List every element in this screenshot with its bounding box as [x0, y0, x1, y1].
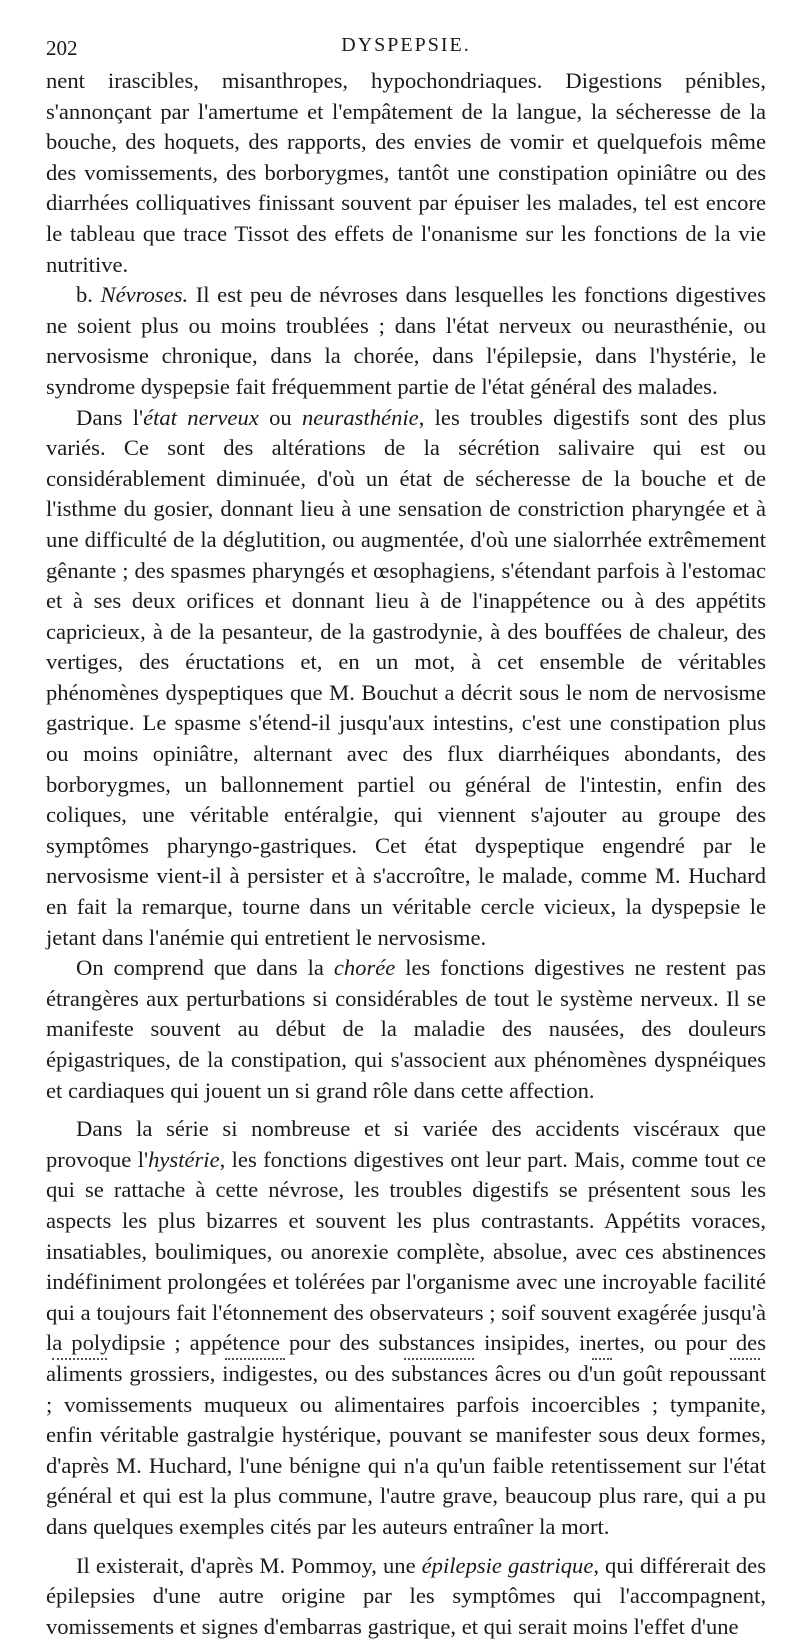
page-number: 202 — [46, 36, 78, 61]
italic-term: neurasthénie — [302, 405, 419, 430]
paragraph-text: Il existerait, d'après M. Pommoy, une — [76, 1553, 422, 1578]
paragraph-text: , les troubles digestifs sont des plus variés. Ce sont des altérations de la sécrétion salivaire qui est ou considérablement diminuée, d'où un état de sécheresse de la bouche et de l'isthme du gosier, donnant lieu à une sensation de constriction pharyngée et à une difficulté de la déglutition, ou augmentée, d'où une sialorrhée extrêmement gênante ; des spasmes pharyngés et œsophagiens, s'étendant parfois à l'estomac et à ses deux orifices et donnant lieu à de l'inappétence ou à des appétits capricieux, à de la pesanteur, de la gastrodynie, à des bouffées de chaleur, des vertiges, des éructations et, en un mot, à cet ensemble de véritables phénomènes dyspeptiques que M. Bouchut a décrit sous le nom de nervosisme gastrique. Le spasme s'étend-il jusqu'aux intestins, c'est une constipation plus ou moins opiniâtre, alternant avec des flux diarrhéiques abondants, des borborygmes, un ballonnement partiel ou général de l'intestin, enfin des coliques, une véritable entéralgie, qui viennent s'ajouter au groupe des symptômes pharyngo-gastriques. Cet état dyspeptique engendré par le nervosisme vient-il à persister et à s'accroître, le malade, comme M. Huchard en fait la remarque, tourne dans un véritable cercle vicieux, la dyspepsie le jetant dans l'anémie qui entretient le nervosisme. — [46, 405, 766, 950]
page-footer-rule — [52, 1356, 760, 1362]
paragraph-text: Il est peu de névroses dans lesquelles les fonctions digestives ne soient plus ou moins troublées ; dans l'état nerveux ou neurasthénie, ou nervosisme chronique, dans la chorée, dans l'épilepsie, dans l'hystérie, le syndrome dyspepsie fait fréquemment partie de l'état général des malades. — [46, 282, 766, 399]
paragraph-continuation — [46, 66, 766, 280]
footer-dots — [404, 1358, 474, 1360]
section-heading: Névroses. — [101, 282, 189, 307]
paragraph-text: On comprend que dans la — [76, 955, 334, 980]
body-text — [46, 66, 766, 1642]
italic-term: chorée — [334, 955, 395, 980]
paragraph-hysterie — [46, 1114, 766, 1542]
paragraph-choree — [46, 953, 766, 1106]
footer-dots — [730, 1358, 760, 1360]
paragraph-text: nent irascibles, misanthropes, hypochondriaques. Digestions pénibles, s'annonçant par l'amertume et l'empâtement de la langue, la sécheresse de la bouche, des hoquets, des rapports, des envies de vomir et quelquefois même des vomissements, des borborygmes, tantôt une constipation opiniâtre ou des diarrhées colliquatives finissant souvent par épuiser les malades, tel est encore le tableau que trace Tissot des effets de l'onanisme sur les fonctions de la vie nutritive. — [46, 68, 766, 277]
paragraph-nevroses — [46, 280, 766, 402]
italic-term: état nerveux — [143, 405, 259, 430]
paragraph-etat-nerveux — [46, 403, 766, 954]
paragraph-text: , qui différerait des épilepsies d'une autre origine par les symptômes qui l'accompagnent, vomissements et signes d'embarras gastrique, et qui serait moins l'effet d'une — [46, 1553, 766, 1639]
footer-dots — [592, 1358, 612, 1360]
page-header — [46, 24, 766, 60]
paragraph-text: , les fonctions digestives ont leur part. Mais, comme tout ce qui se rattache à cette névrose, les troubles digestifs se présentent sous les aspects les plus bizarres et souvent les plus contrastants. Appétits voraces, insatiables, boulimiques, ou anorexie complète, absolue, avec ces abstinences indéfiniment prolongées et tolérées par l'organisme avec une incroyable facilité qui a toujours fait l'étonnement des observateurs ; soif souvent exagérée jusqu'à la polydipsie ; appétence pour des substances insipides, inertes, ou pour des aliments grossiers, indigestes, ou des substances âcres ou d'un goût repoussant ; vomissements muqueux ou alimentaires parfois incoercibles ; tympanite, enfin véritable gastralgie hystérique, pouvant se manifester sous deux formes, d'après M. Huchard, l'une bénigne qui n'a qu'un faible retentissement sur l'état général et qui est la plus commune, l'autre grave, beaucoup plus rare, qui a pu dans quelques exemples cités par les auteurs entraîner la mort. — [46, 1147, 766, 1539]
paragraph-text: Dans l' — [76, 405, 143, 430]
paragraph-text: Dans la série si nombreuse et si variée des accidents viscéraux que provoque l' — [46, 1116, 766, 1172]
footer-dots — [52, 1358, 107, 1360]
section-label: b. — [76, 282, 93, 307]
italic-term: hystérie — [148, 1147, 220, 1172]
italic-term: épilepsie gastrique — [422, 1553, 594, 1578]
paragraph-text: les fonctions digestives ne restent pas étrangères aux perturbations si considérables de tout le système nerveux. Il se manifeste souvent au début de la maladie des nausées, des douleurs épigastriques, de la constipation, qui s'associent aux phénomènes dyspnéiques et cardiaques qui jouent un si grand rôle dans cette affection. — [46, 955, 766, 1102]
paragraph-text: ou — [259, 405, 302, 430]
footer-dots — [225, 1358, 285, 1360]
running-head: DYSPEPSIE. — [46, 34, 766, 57]
paragraph-epilepsie — [46, 1551, 766, 1642]
